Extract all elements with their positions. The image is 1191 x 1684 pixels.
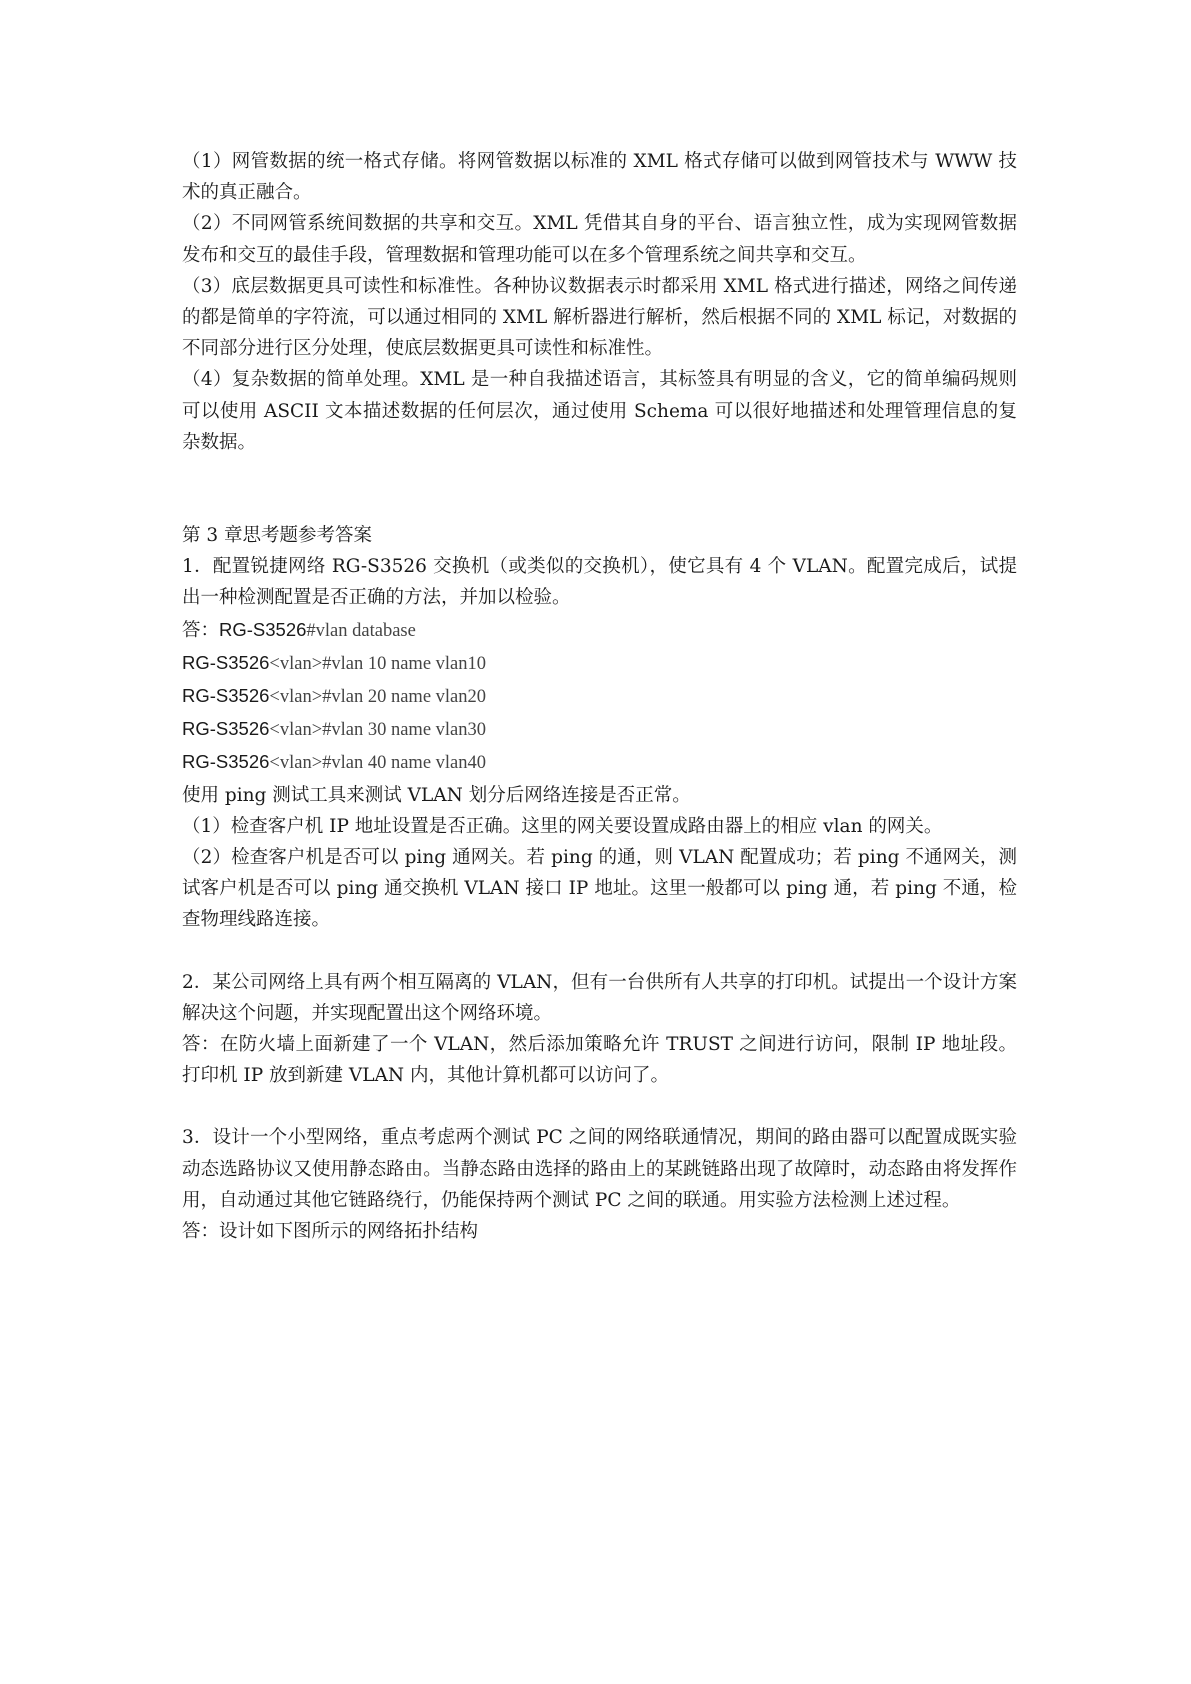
config-command: <vlan>#vlan 30 name vlan30 <box>269 720 487 741</box>
test-step-2: （2）检查客户机是否可以 ping 通网关。若 ping 的通，则 VLAN 配置成功；若 ping 不通网关，测试客户机是否可以 ping 通交换机 VLAN 接口 IP 地址。这里一般都可以 ping 通，若 ping 不通，检查物理线路连接。 <box>182 847 1017 931</box>
answer-1-command: #vlan database <box>306 620 416 641</box>
answer-1-first-line <box>182 614 1017 647</box>
config-line <box>182 647 1017 680</box>
chapter-title: 第 3 章思考题参考答案 <box>182 525 373 547</box>
intro-paragraph-1: （1）网管数据的统一格式存储。将网管数据以标准的 XML 格式存储可以做到网管技术与 WWW 技术的真正融合。 <box>182 151 1017 204</box>
test-intro: 使用 ping 测试工具来测试 VLAN 划分后网络连接是否正常。 <box>182 784 691 806</box>
intro-paragraph-3: （3）底层数据更具可读性和标准性。各种协议数据表示时都采用 XML 格式进行描述，网络之间传递的都是简单的字符流，可以通过相同的 XML 解析器进行解析，然后根据不同的 XML 标记，对数据的不同部分进行区分处理，使底层数据更具可读性和标准性。 <box>182 275 1017 360</box>
config-line <box>182 680 1017 713</box>
config-command: <vlan>#vlan 10 name vlan10 <box>269 653 487 674</box>
answer-3: 答：设计如下图所示的网络拓扑结构 <box>182 1221 479 1243</box>
intro-paragraph-4: （4）复杂数据的简单处理。XML 是一种自我描述语言，其标签具有明显的含义，它的简单编码规则可以使用 ASCII 文本描述数据的任何层次，通过使用 Schema 可以很好地描述和处理管理信息的复杂数据。 <box>182 369 1017 453</box>
config-command: <vlan>#vlan 20 name vlan20 <box>269 687 487 708</box>
paragraph-spacer <box>182 936 1017 967</box>
question-1: 1．配置锐捷网络 RG-S3526 交换机（或类似的交换机），使它具有 4 个 VLAN。配置完成后，试提出一种检测配置是否正确的方法，并加以检验。 <box>182 556 1017 609</box>
answer-2: 答：在防火墙上面新建了一个 VLAN，然后添加策略允许 TRUST 之间进行访问，限制 IP 地址段。打印机 IP 放到新建 VLAN 内，其他计算机都可以访问了。 <box>182 1034 1017 1087</box>
config-prefix: RG-S3526 <box>182 651 270 673</box>
answer-1-prefix: 答：RG-S3526 <box>182 618 307 640</box>
config-line <box>182 746 1017 779</box>
intro-paragraph-2: （2）不同网管系统间数据的共享和交互。XML 凭借其自身的平台、语言独立性，成为实现网管数据发布和交互的最佳手段，管理数据和管理功能可以在多个管理系统之间共享和交互。 <box>182 213 1017 266</box>
question-3: 3．设计一个小型网络，重点考虑两个测试 PC 之间的网络联通情况，期间的路由器可以配置成既实验动态选路协议又使用静态路由。当静态路由选择的路由上的某跳链路出现了故障时，动态路由将发挥作用，自动通过其他它链路绕行，仍能保持两个测试 PC 之间的联通。用实验方法检测上述过程。 <box>182 1127 1017 1211</box>
config-command: <vlan>#vlan 40 name vlan40 <box>269 753 487 774</box>
test-step-1: （1）检查客户机 IP 地址设置是否正确。这里的网关要设置成路由器上的相应 vlan 的网关。 <box>182 815 943 837</box>
config-prefix: RG-S3526 <box>182 751 270 773</box>
section-spacer <box>182 458 1017 520</box>
config-prefix: RG-S3526 <box>182 685 270 707</box>
config-prefix: RG-S3526 <box>182 718 270 740</box>
paragraph-spacer <box>182 1091 1017 1122</box>
document-page <box>182 146 1017 1247</box>
question-2: 2．某公司网络上具有两个相互隔离的 VLAN，但有一台供所有人共享的打印机。试提出一个设计方案解决这个问题，并实现配置出这个网络环境。 <box>182 971 1017 1024</box>
config-line <box>182 713 1017 746</box>
